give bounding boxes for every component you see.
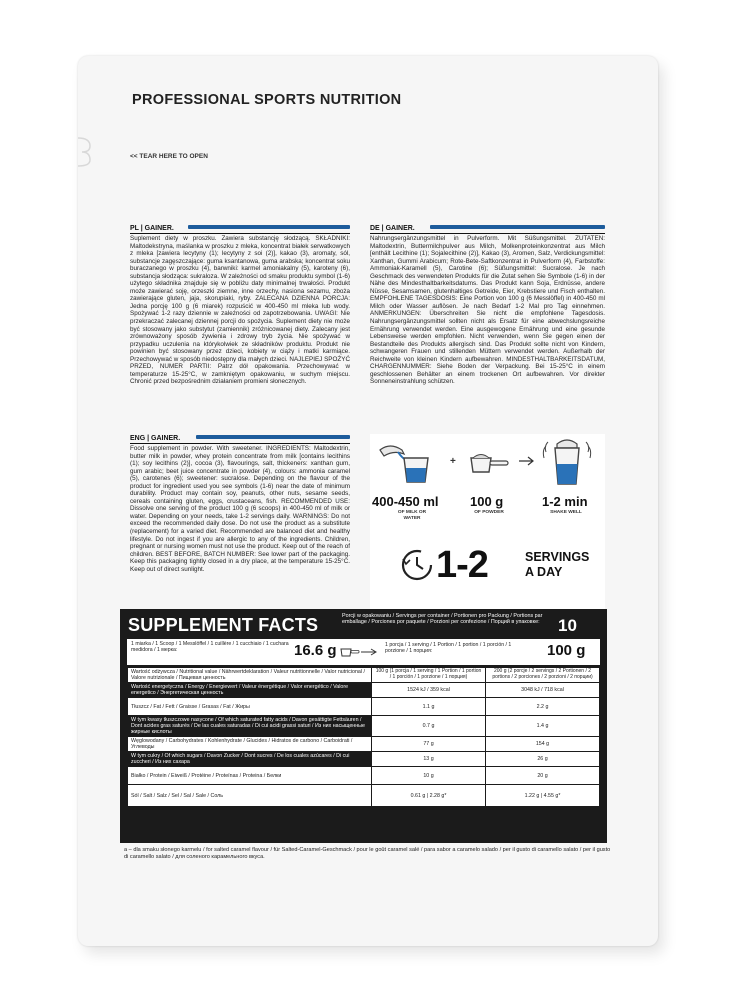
- portion-label: 1 porcja / 1 serving / 1 Portion / 1 portion / 1 porción / 1 porzione / 1 порция:: [385, 642, 512, 655]
- fat-value-200g: 2.2 g: [486, 698, 600, 716]
- liquid-label: OF MILK OR WATER: [397, 510, 427, 521]
- salt-value-200g: 1.22 g | 4.55 g*: [486, 785, 600, 807]
- servings-number: 1-2: [436, 544, 488, 586]
- table-row: [128, 683, 600, 698]
- header-label: Wartość odżywcza / Nutritional value / Nährwertdeklaration / Valeur nutritionnelle / Valor nutricional / Valore nutrizionale / Пищевая ценность: [128, 668, 372, 683]
- shake-time: 1-2 min: [542, 494, 588, 509]
- shake-label: SHAKE WELL: [550, 510, 582, 515]
- clock-icon: [400, 548, 434, 582]
- scoop-to-portion-icon: [339, 645, 379, 659]
- en-body-text: Food supplement in powder. With sweetener. INGREDIENTS: Maltodextrin, butter milk in powder, whey protein concentrate from milk [contains lecithins (1); soy lecithins (2)], cocoa (3), flavourings, salt, thickeners: xanthan gum, gum arabic; beet juice concentrate in powder (4), colours: ammonia caramel (5), carotenes (6); sweetener: sucralose. Depending on the flavour of the product for ingredient used you see symbols (1-6) near the date of minimum durability. Product may contain soy, peanuts, other nuts, sesame seeds, cereals containing gluten, eggs, crustaceans, fish. RECOMMENDED USE: Dissolve one serving of the product 100 g (6 scoops) in 400-450 ml of milk or water. Depending on your needs, take 1-2 servings daily. WARNINGS: Do not exceed the recommended daily dose. Do not use the product as a substitute (replacement) for a varied diet. Recommended are balanced diet and healthy lifestyle. Do not ingest if you are allergic to any of the ingredients. Children, pregnant or nursing women must not use the product. Keep out of the reach of children. BEST BEFORE, BATCH NUMBER: See lower part of the packaging. Keep this packaging tightly closed in a dry place, at the temperature 15-25°C. Keep out of direct sunlight.: [130, 445, 350, 573]
- de-heading-bar: [430, 225, 605, 229]
- de-heading: DE | GAINER.: [370, 225, 415, 232]
- header-col-2: 200 g (2 porcje / 2 servings / 2 Portionen / 2 portions / 2 porciones / 2 porzioni / 2 порции): [486, 668, 600, 683]
- servings-text: [525, 550, 589, 580]
- fat-value-100g: 1.1 g: [372, 698, 486, 716]
- supplement-facts-title: SUPPLEMENT FACTS: [128, 615, 319, 635]
- salt-value-100g: 0.61 g | 2.28 g*: [372, 785, 486, 807]
- liquid-amount: 400-450 ml: [372, 494, 439, 509]
- portion-value: 100 g: [547, 642, 586, 659]
- pl-heading-bar: [188, 225, 350, 229]
- protein-value-200g: 20 g: [486, 767, 600, 785]
- powder-amount: 100 g: [470, 494, 504, 509]
- energy-value-100g: 1524 kJ / 359 kcal: [372, 683, 486, 698]
- de-heading-rule: [370, 233, 605, 234]
- tear-notch-icon: [78, 134, 102, 170]
- carbohydrates-value-100g: 77 g: [372, 737, 486, 752]
- servings-text-line-2: A DAY: [525, 565, 563, 579]
- product-pouch: [78, 56, 658, 946]
- en-heading-bar: [196, 435, 350, 439]
- servings-text-line-1: SERVINGS: [525, 550, 590, 564]
- salt-label: Sól / Salt / Salz / Sel / Sal / Sale / Соль: [128, 785, 372, 807]
- table-row: [128, 737, 600, 752]
- protein-value-100g: 10 g: [372, 767, 486, 785]
- tear-here-label[interactable]: << TEAR HERE TO OPEN: [130, 153, 208, 160]
- salt-footnote: a – dla smaku słonego karmelu / for salted caramel flavour / für Salted-Caramel-Geschmack / pour le goût caramel salé / para sabor a caramelo salado / per il gusto di caramello salato / per il gusto di caramello salato / для соленого карамельного вкуса.: [124, 847, 611, 860]
- sugars-label: W tym cukry / Of which sugars / Davon Zucker / Dont sucres / De los cuales azúcares / Di cui zuccheri / Из них сахара: [128, 752, 372, 767]
- table-row: [128, 752, 600, 767]
- sugars-value-100g: 13 g: [372, 752, 486, 767]
- pl-heading-rule: [130, 233, 350, 234]
- carbohydrates-value-200g: 154 g: [486, 737, 600, 752]
- energy-label: Wartość energetyczna / Energy / Energiewert / Valeur énergétique / Valor energético / Valore energetico / Энергетическая ценность: [128, 683, 372, 698]
- table-row: [128, 716, 600, 737]
- saturates-label: W tym kwasy tłuszczowe nasycone / Of which saturated fatty acids / Davon gesättigte Fettsäuren / Dont acides gras saturés / De las cuales saturadas / Di cui acidi grassi saturi / Из них насыщенные жирные кислоты: [128, 716, 372, 737]
- header-col-1: 100 g (1 porcja / 1 serving / 1 Portion / 1 portion / 1 porción / 1 porzione / 1 порция): [372, 668, 486, 683]
- protein-label: Białko / Protein / Eiweiß / Protéine / Proteínas / Proteina / Белки: [128, 767, 372, 785]
- fat-label: Tłuszcz / Fat / Fett / Graisse / Grasas / Fat / Жиры: [128, 698, 372, 716]
- scoop-label: 1 miarka / 1 Scoop / 1 Messlöffel / 1 cuillère / 1 cucchiaio / 1 cuchara medidora / 1 мерка:: [131, 641, 289, 654]
- table-header-row: [128, 668, 600, 683]
- plus-icon: +: [450, 456, 456, 467]
- saturates-value-200g: 1.4 g: [486, 716, 600, 737]
- table-row: [128, 698, 600, 716]
- servings-per-container-label: Porcji w opakowaniu / Servings per container / Portionen pro Packung / Portions par emballage / Porciones por paquete / Porzioni per confezione / Порций в упаковке:: [342, 613, 543, 626]
- carbohydrates-label: Węglowodany / Carbohydrates / Kohlenhydrate / Glucides / Hidratos de carbono / Carboidrati / Углеводы: [128, 737, 372, 752]
- energy-value-200g: 3048 kJ / 718 kcal: [486, 683, 600, 698]
- serving-size-row: [127, 639, 600, 665]
- supplement-facts-panel: [120, 609, 607, 843]
- en-heading: ENG | GAINER.: [130, 435, 181, 442]
- table-row: [128, 785, 600, 807]
- nutrition-table: [127, 667, 600, 807]
- powder-label: OF POWDER: [474, 510, 504, 515]
- en-heading-rule: [130, 443, 350, 444]
- scoop-value: 16.6 g: [294, 642, 337, 659]
- servings-per-container-value: 10: [558, 616, 577, 635]
- pour-liquid-icon: [376, 440, 436, 484]
- brand-title: PROFESSIONAL SPORTS NUTRITION: [132, 92, 402, 108]
- pl-heading: PL | GAINER.: [130, 225, 174, 232]
- dosage-infographic: [370, 434, 605, 612]
- sugars-value-200g: 26 g: [486, 752, 600, 767]
- shaker-icon: [542, 436, 592, 486]
- table-row: [128, 767, 600, 785]
- arrow-right-icon: [518, 456, 536, 466]
- saturates-value-100g: 0.7 g: [372, 716, 486, 737]
- pl-body-text: Suplement diety w proszku. Zawiera substancję słodzącą. SKŁADNIKI: Maltodekstryna, maślanka w proszku z mleka, koncentrat białek serwatkowych z mleka [zawiera lecytyny (1); lecytyny z soi (2)], kakao (3), aromaty, sól, substancje zagęszczające: guma ksantanowa, guma arabska; koncentrat soku buraczanego w proszku (4), barwniki: karmel amoniakalny (5), karoteny (6), substancja słodząca: sukraloza. W zależności od smaku produktu symbol (1-6) użytego składnika znajduje się w pobliżu daty minimalnej trwałości. Produkt może zawierać soję, orzeszki ziemne, inne orzechy, nasiona sezamu, zboża zawierające gluten, jaja, skorupiaki, ryby. ZALECANA DZIENNA PORCJA: Jedna porcję 100 g (6 miarek) rozpuścić w 400-450 ml mleka lub wody. Spożywać 1-2 razy dziennie w zależności od zapotrzebowania. UWAGI: Nie przekraczać zalecanej dziennej porcji do spożycia. Suplement diety nie może być stosowany jako substytut (zamiennik) zróżnicowanej diety. Zalecany jest zrównoważony sposób żywienia i zdrowy tryb życia. Nie spożywać w przypadku uczulenia na którykolwiek ze składników produktu. Produkt nie powinien być stosowany przez dzieci, kobiety w ciąży i matki karmiące. Przechowywać w sposób niedostępny dla małych dzieci. NAJLEPIEJ SPOŻYĆ PRZED, NUMER PARTII: Patrz dół opakowania. Przechowywać w temperaturze 15-25°C, w zamkniętym opakowaniu, w suchym miejscu. Chronić przed bezpośrednim działaniem promieni słonecznych.: [130, 235, 350, 386]
- de-body-text: Nahrungsergänzungsmittel in Pulverform. Mit Süßungsmittel. ZUTATEN: Maltodextrin, Buttermilchpulver aus Milch, Molkenproteinkonzentrat aus Milch [enthält Lecithine (1); Sojalecithine (2)], Kakao (3), Aromen, Salz, Verdickungsmittel: Xanthan, Gummi Arabicum; Rote-Bete-Saftkonzentrat in Pulverform (4), Farbstoffe: Ammoniak-Karamell (5), Carotine (6); Süßungsmittel: Sucralose. Je nach Geschmack des verwendeten Produkts für die Zutat sehen Sie Symbole (1-6) in der Nähe des Mindesthaltbarkeitsdatums. Das Produkt kann Soja, Erdnüsse, andere Nüsse, Sesamsamen, glutenhaltiges Getreide, Eier, Krebstiere und Fisch enthalten. EMPFOHLENE TAGESDOSIS: Eine Portion von 100 g (6 Messlöffel) in 400-450 ml Milch oder Wasser auflösen. Je nach Bedarf 1-2 Mal pro Tag einnehmen. ANMERKUNGEN: Überschreiten Sie nicht die empfohlene Tagesdosis. Nahrungsergänzungsmittel sollten nicht als Ersatz für eine abwechslungsreiche Ernährung verwendet werden. Eine ausgewogene Ernährung und eine gesunde Lebensweise werden empfohlen. Nicht verwenden, wenn Sie gegen einen der Bestandteile des Produkts allergisch sind. Das Produkt sollte nicht von Kindern, schwangeren Frauen und stillenden Müttern verwendet werden. Außerhalb der Reichweite von kleinen Kindern aufbewahren. MINDESTHALTBARKEITSDATUM, CHARGENNUMMER: Siehe Boden der Verpackung. Bei 15-25°C in einem geschlossenen Behälter an einem trockenen Ort aufbewahren. Vor direkter Sonneneinstrahlung schützen.: [370, 235, 605, 386]
- scoop-icon: [465, 448, 511, 476]
